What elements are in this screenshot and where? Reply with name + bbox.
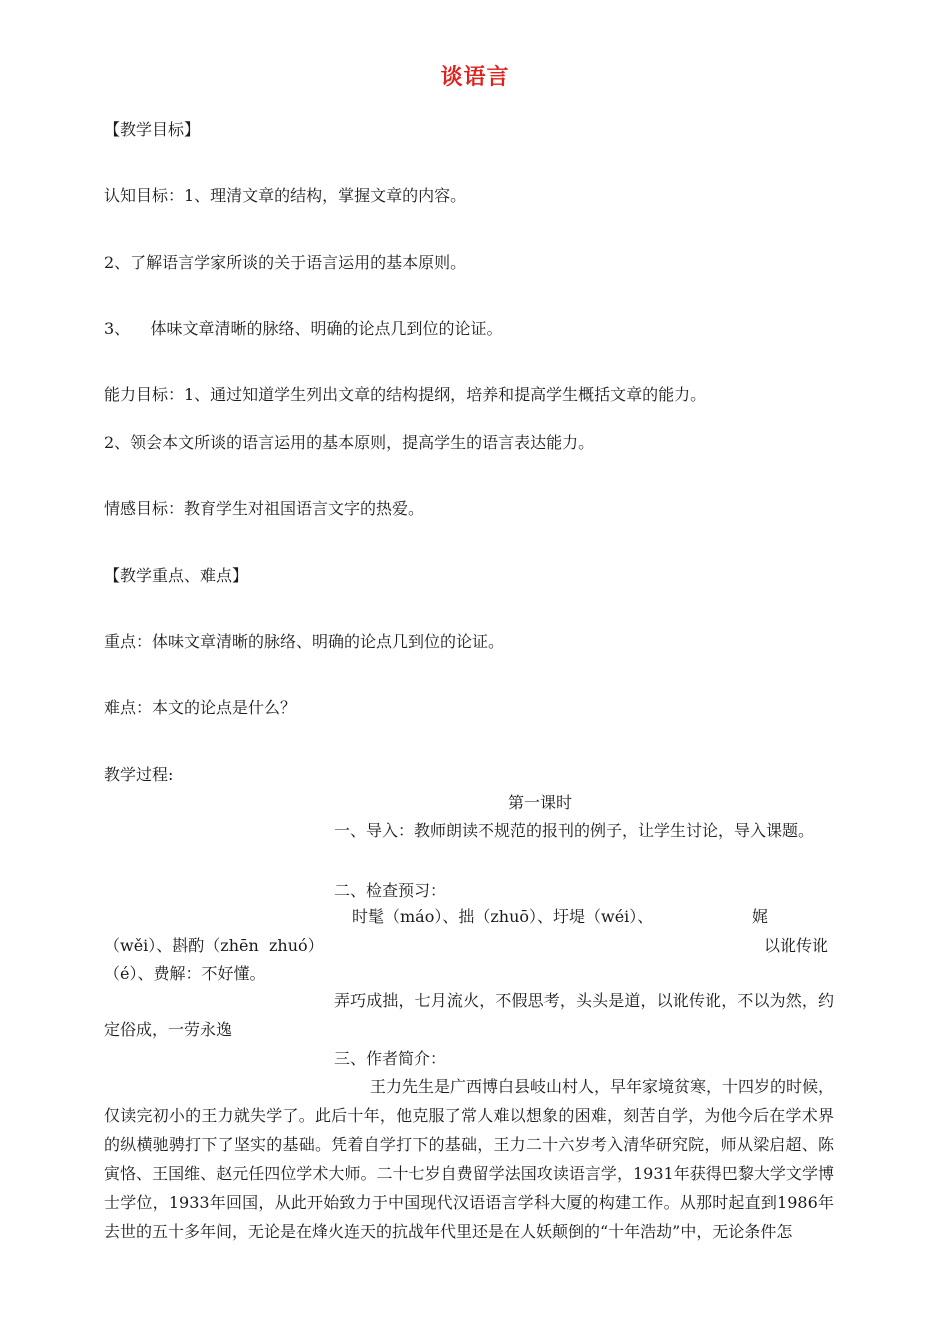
author-heading: 三、作者简介： <box>334 1049 447 1068</box>
preview-line-1-tail: 娓 <box>752 907 769 926</box>
preview-line-2: （wěi）、斟酌（zhēn zhuó） <box>104 936 324 955</box>
difficulty-point: 难点：本文的论点是什么？ <box>104 698 297 717</box>
author-bio: 王力先生是广西博白县岐山村人，早年家境贫寒，十四岁的时候，仅读完初小的王力就失学了。此后十年，他克服了常人难以想象的困难，刻苦自学，为他今后在学术界的纵横驰骋打下了坚实的基础。凭着自学打下的基础，王力二十六岁考入清华研究院，师从梁启超、陈寅恪、王国维、赵元任四位学术大师。二十七岁自费留学法国攻读语言学，1931年获得巴黎大学文学博士学位，1933年回国，从此开始致力于中国现代汉语语言学科大厦的构建工作。从那时起直到1986年去世的五十多年间，无论是在烽火连天的抗战年代里还是在人妖颠倒的“十年浩劫”中，无论条件怎 <box>104 1077 835 1241</box>
ability-objective-1: 能力目标：1、通过知道学生列出文章的结构提纲，培养和提高学生概括文章的能力。 <box>104 385 707 404</box>
preview-line-3: （é）、费解：不好懂。 <box>104 964 266 983</box>
lesson-intro: 一、导入：教师朗读不规范的报刊的例子，让学生讨论，导入课题。 <box>334 821 815 840</box>
keypoints-heading: 【教学重点、难点】 <box>104 566 249 585</box>
ability-objective-2: 2、领会本文所谈的语言运用的基本原则，提高学生的语言表达能力。 <box>104 433 595 452</box>
cognitive-objective-3: 3、 体味文章清晰的脉络、明确的论点几到位的论证。 <box>104 319 503 338</box>
objectives-heading: 【教学目标】 <box>104 120 201 139</box>
key-point: 重点：体味文章清晰的脉络、明确的论点几到位的论证。 <box>104 632 505 651</box>
emotion-objective: 情感目标：教育学生对祖国语言文字的热爱。 <box>104 499 425 518</box>
cognitive-objective-2: 2、了解语言学家所谈的关于语言运用的基本原则。 <box>104 253 467 272</box>
lesson-period: 第一课时 <box>507 793 572 812</box>
preview-line-1: 时髦（máo）、拙（zhuō）、圩堤（wéi）、 <box>352 907 654 926</box>
idiom-list: 弄巧成拙，七月流火，不假思考，头头是道，以讹传讹，不以为然，约定俗成，一劳永逸 <box>104 991 834 1039</box>
page-title: 谈语言 <box>440 64 510 90</box>
preview-heading: 二、检查预习： <box>334 881 447 900</box>
cognitive-objective-1: 认知目标：1、理清文章的结构，掌握文章的内容。 <box>104 186 467 205</box>
process-heading: 教学过程: <box>104 765 174 784</box>
preview-line-2-tail: 以讹传讹 <box>764 936 829 955</box>
